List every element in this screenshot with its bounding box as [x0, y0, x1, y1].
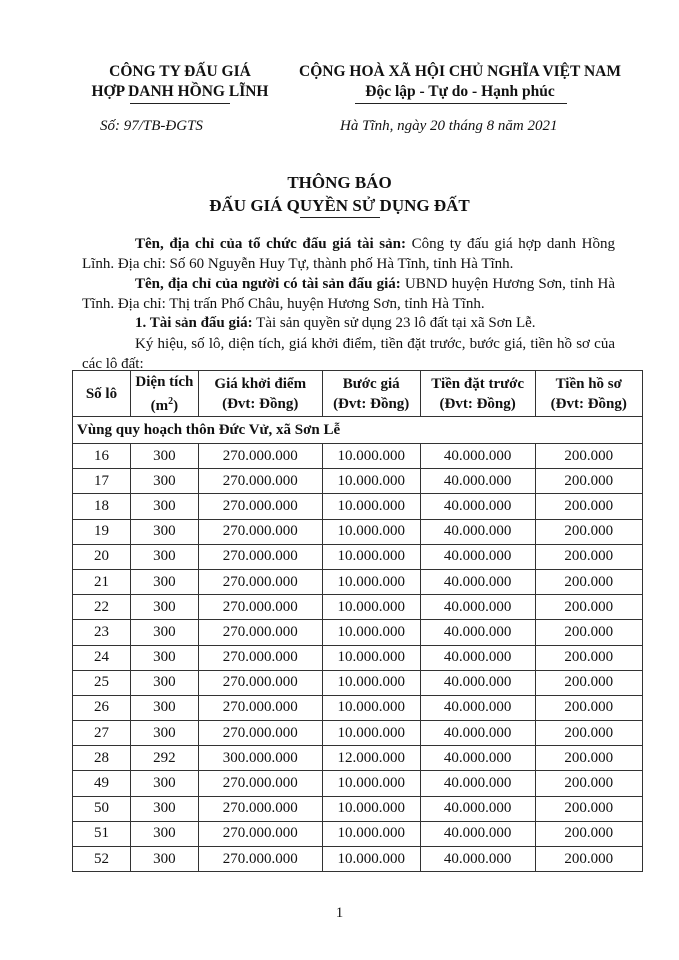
cell-lot-number: 27: [73, 721, 131, 746]
cell-area: 300: [130, 544, 198, 569]
organization-name: [60, 62, 300, 102]
cell-bid-step: 10.000.000: [322, 519, 420, 544]
page-number: 1: [335, 905, 344, 921]
cell-bid-step: 10.000.000: [322, 569, 420, 594]
cell-bid-step: 10.000.000: [322, 796, 420, 821]
header-lot-number: Số lô: [73, 371, 131, 417]
motto-underline: [355, 103, 567, 104]
table-row: [73, 670, 643, 695]
group-label: Vùng quy hoạch thôn Đức Vử, xã Sơn Lễ: [73, 417, 643, 444]
cell-lot-number: 51: [73, 821, 131, 846]
auction-asset-paragraph: [82, 314, 615, 334]
cell-lot-number: 28: [73, 746, 131, 771]
cell-area: 300: [130, 721, 198, 746]
auction-organization-label: Tên, địa chỉ của tổ chức đấu giá tài sản:: [135, 236, 406, 252]
cell-area: 292: [130, 746, 198, 771]
table-row: [73, 569, 643, 594]
cell-dossier-fee: 200.000: [535, 796, 642, 821]
cell-starting-price: 270.000.000: [198, 595, 322, 620]
cell-dossier-fee: 200.000: [535, 847, 642, 872]
cell-area: 300: [130, 847, 198, 872]
cell-deposit: 40.000.000: [420, 721, 535, 746]
cell-lot-number: 18: [73, 494, 131, 519]
cell-bid-step: 10.000.000: [322, 620, 420, 645]
cell-bid-step: 10.000.000: [322, 771, 420, 796]
cell-deposit: 40.000.000: [420, 469, 535, 494]
table-row: [73, 746, 643, 771]
cell-lot-number: 52: [73, 847, 131, 872]
cell-bid-step: 10.000.000: [322, 469, 420, 494]
table-row: [73, 544, 643, 569]
cell-dossier-fee: 200.000: [535, 595, 642, 620]
cell-lot-number: 17: [73, 469, 131, 494]
cell-deposit: 40.000.000: [420, 670, 535, 695]
auction-organization-text: Công ty đấu giá hợp danh Hồng Lĩnh. Địa chỉ: Số 60 Nguyễn Huy Tự, thành phố Hà Tĩnh, tỉnh Hà Tĩnh.: [82, 236, 615, 272]
table-row: [73, 595, 643, 620]
cell-bid-step: 10.000.000: [322, 645, 420, 670]
cell-deposit: 40.000.000: [420, 821, 535, 846]
document-subtitle: ĐẤU GIÁ QUYỀN SỬ DỤNG ĐẤT: [209, 196, 470, 215]
reference-number: Số: 97/TB-ĐGTS: [100, 118, 203, 134]
organization-line-2: HỢP DANH HỒNG LĨNH: [91, 83, 269, 100]
cell-dossier-fee: 200.000: [535, 444, 642, 469]
organization-line-1: CÔNG TY ĐẤU GIÁ: [109, 63, 251, 80]
header-deposit: Tiền đặt trước (Đvt: Đồng): [420, 371, 535, 417]
cell-area: 300: [130, 595, 198, 620]
cell-starting-price: 270.000.000: [198, 796, 322, 821]
cell-dossier-fee: 200.000: [535, 469, 642, 494]
cell-area: 300: [130, 695, 198, 720]
asset-owner-paragraph: [82, 275, 615, 314]
cell-starting-price: 270.000.000: [198, 670, 322, 695]
cell-dossier-fee: 200.000: [535, 494, 642, 519]
cell-deposit: 40.000.000: [420, 645, 535, 670]
cell-starting-price: 270.000.000: [198, 494, 322, 519]
cell-starting-price: 270.000.000: [198, 771, 322, 796]
lot-details-text: Ký hiệu, số lô, diện tích, giá khởi điểm, tiền đặt trước, bước giá, tiền hồ sơ của các lô đất:: [82, 336, 615, 372]
cell-lot-number: 22: [73, 595, 131, 620]
cell-dossier-fee: 200.000: [535, 821, 642, 846]
table-group-row: [73, 417, 643, 444]
cell-area: 300: [130, 494, 198, 519]
table-row: [73, 494, 643, 519]
cell-lot-number: 26: [73, 695, 131, 720]
cell-starting-price: 270.000.000: [198, 444, 322, 469]
cell-starting-price: 270.000.000: [198, 721, 322, 746]
cell-dossier-fee: 200.000: [535, 695, 642, 720]
table-row: [73, 721, 643, 746]
cell-starting-price: 270.000.000: [198, 544, 322, 569]
cell-dossier-fee: 200.000: [535, 670, 642, 695]
cell-bid-step: 10.000.000: [322, 670, 420, 695]
cell-dossier-fee: 200.000: [535, 620, 642, 645]
cell-deposit: 40.000.000: [420, 847, 535, 872]
cell-starting-price: 270.000.000: [198, 695, 322, 720]
cell-deposit: 40.000.000: [420, 544, 535, 569]
cell-starting-price: 270.000.000: [198, 519, 322, 544]
cell-deposit: 40.000.000: [420, 771, 535, 796]
auction-organization-paragraph: [82, 235, 615, 274]
cell-bid-step: 12.000.000: [322, 746, 420, 771]
header-bid-step: Bước giá (Đvt: Đồng): [322, 371, 420, 417]
cell-area: 300: [130, 569, 198, 594]
cell-starting-price: 300.000.000: [198, 746, 322, 771]
cell-area: 300: [130, 771, 198, 796]
table-row: [73, 771, 643, 796]
cell-deposit: 40.000.000: [420, 746, 535, 771]
cell-dossier-fee: 200.000: [535, 544, 642, 569]
cell-starting-price: 270.000.000: [198, 821, 322, 846]
cell-bid-step: 10.000.000: [322, 595, 420, 620]
cell-deposit: 40.000.000: [420, 494, 535, 519]
cell-bid-step: 10.000.000: [322, 544, 420, 569]
cell-starting-price: 270.000.000: [198, 847, 322, 872]
cell-area: 300: [130, 444, 198, 469]
cell-deposit: 40.000.000: [420, 444, 535, 469]
cell-bid-step: 10.000.000: [322, 847, 420, 872]
title-underline: [300, 217, 380, 218]
cell-area: 300: [130, 469, 198, 494]
auction-asset-text: Tài sản quyền sử dụng 23 lô đất tại xã Sơn Lễ.: [252, 315, 536, 331]
cell-bid-step: 10.000.000: [322, 494, 420, 519]
table-row: [73, 444, 643, 469]
auction-asset-label: 1. Tài sản đấu giá:: [135, 315, 253, 331]
cell-starting-price: 270.000.000: [198, 569, 322, 594]
cell-dossier-fee: 200.000: [535, 519, 642, 544]
table-row: [73, 796, 643, 821]
cell-deposit: 40.000.000: [420, 595, 535, 620]
table-row: [73, 847, 643, 872]
cell-dossier-fee: 200.000: [535, 569, 642, 594]
cell-area: 300: [130, 821, 198, 846]
table-row: [73, 519, 643, 544]
place-and-date: Hà Tĩnh, ngày 20 tháng 8 năm 2021: [340, 118, 558, 134]
cell-bid-step: 10.000.000: [322, 821, 420, 846]
lot-details-paragraph: [82, 335, 615, 374]
cell-deposit: 40.000.000: [420, 519, 535, 544]
motto-line: Độc lập - Tự do - Hạnh phúc: [365, 83, 555, 100]
asset-owner-label: Tên, địa chỉ của người có tài sản đấu giá:: [135, 276, 401, 292]
cell-lot-number: 20: [73, 544, 131, 569]
cell-starting-price: 270.000.000: [198, 645, 322, 670]
header-starting-price: Giá khởi điểm (Đvt: Đồng): [198, 371, 322, 417]
organization-underline: [130, 103, 230, 104]
table-row: [73, 821, 643, 846]
national-motto: [280, 62, 640, 102]
cell-lot-number: 19: [73, 519, 131, 544]
cell-deposit: 40.000.000: [420, 695, 535, 720]
land-lots-table: [72, 370, 643, 872]
cell-bid-step: 10.000.000: [322, 721, 420, 746]
header-area: Diện tích $(m^2)$: [130, 371, 198, 417]
cell-dossier-fee: 200.000: [535, 721, 642, 746]
cell-lot-number: 24: [73, 645, 131, 670]
cell-dossier-fee: 200.000: [535, 746, 642, 771]
cell-bid-step: 10.000.000: [322, 695, 420, 720]
cell-lot-number: 23: [73, 620, 131, 645]
cell-deposit: 40.000.000: [420, 796, 535, 821]
header-dossier-fee: Tiền hồ sơ (Đvt: Đồng): [535, 371, 642, 417]
cell-area: 300: [130, 519, 198, 544]
cell-lot-number: 25: [73, 670, 131, 695]
cell-lot-number: 16: [73, 444, 131, 469]
cell-starting-price: 270.000.000: [198, 469, 322, 494]
table-row: [73, 620, 643, 645]
cell-dossier-fee: 200.000: [535, 645, 642, 670]
cell-area: 300: [130, 645, 198, 670]
cell-dossier-fee: 200.000: [535, 771, 642, 796]
cell-starting-price: 270.000.000: [198, 620, 322, 645]
table-row: [73, 645, 643, 670]
table-row: [73, 469, 643, 494]
document-title: THÔNG BÁO: [287, 173, 392, 192]
cell-deposit: 40.000.000: [420, 569, 535, 594]
cell-lot-number: 21: [73, 569, 131, 594]
cell-lot-number: 50: [73, 796, 131, 821]
cell-area: 300: [130, 670, 198, 695]
asset-owner-text: UBND huyện Hương Sơn, tỉnh Hà Tĩnh. Địa chỉ: Thị trấn Phố Châu, huyện Hương Sơn, tỉnh Hà Tĩnh.: [82, 276, 615, 312]
cell-deposit: 40.000.000: [420, 620, 535, 645]
table-row: [73, 695, 643, 720]
national-title: CỘNG HOÀ XÃ HỘI CHỦ NGHĨA VIỆT NAM: [299, 63, 621, 80]
cell-area: 300: [130, 796, 198, 821]
cell-bid-step: 10.000.000: [322, 444, 420, 469]
cell-area: 300: [130, 620, 198, 645]
cell-lot-number: 49: [73, 771, 131, 796]
table-header-row: [73, 371, 643, 417]
